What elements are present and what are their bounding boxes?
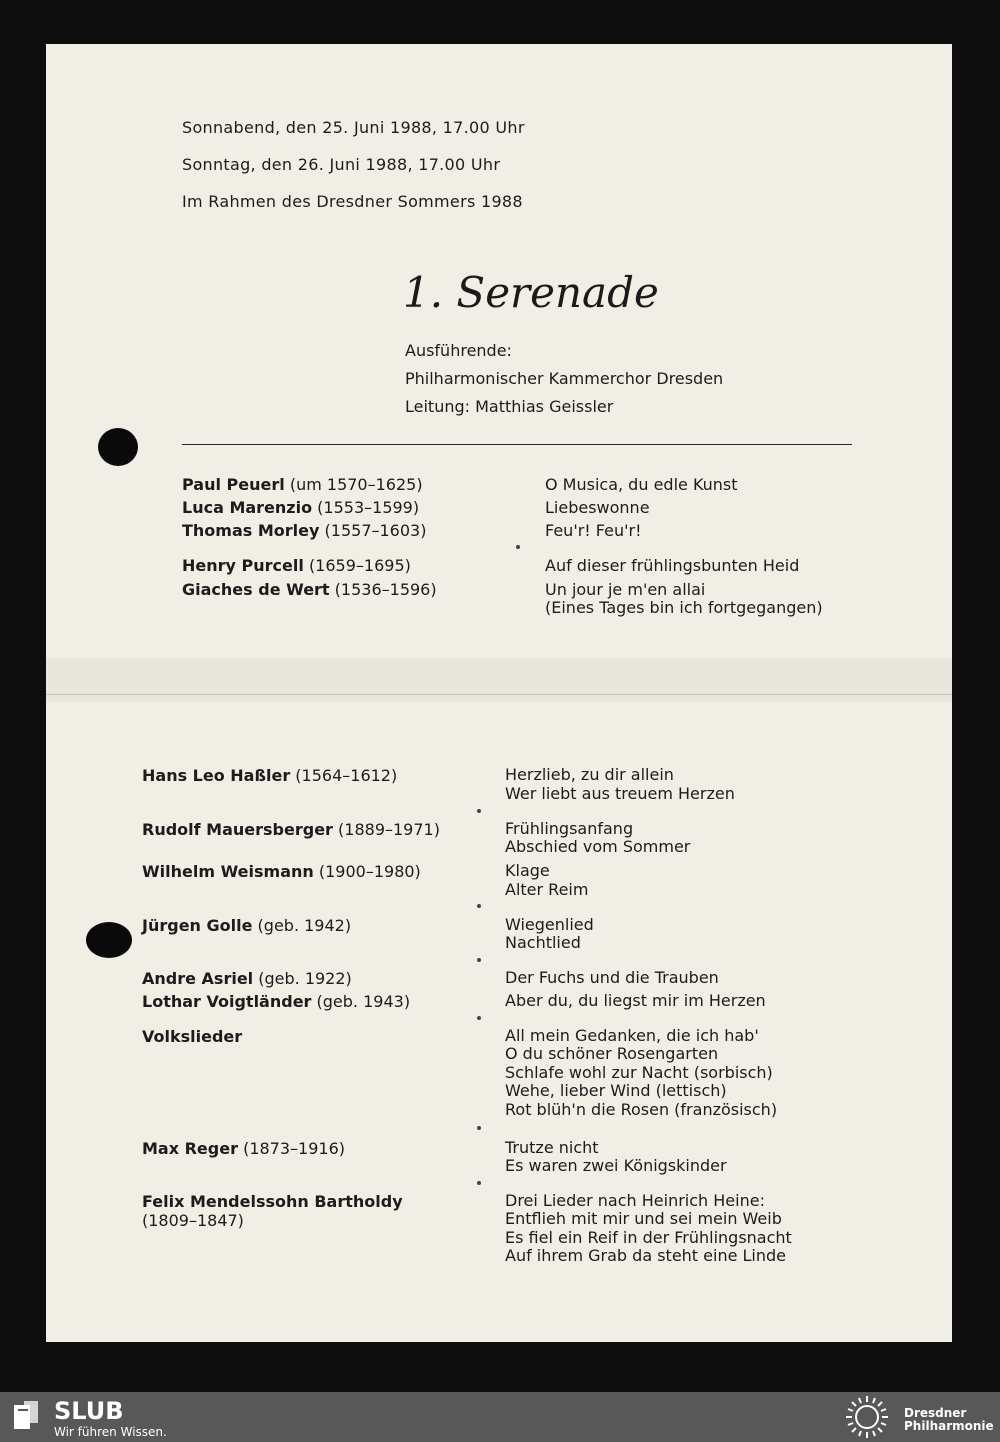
separator-dot — [477, 1126, 481, 1130]
work-asriel: Der Fuchs und die Trauben — [505, 968, 719, 987]
philharmonie-logo-icon — [842, 1393, 892, 1441]
part1-work-marenzio: Liebeswonne — [545, 498, 650, 517]
work-golle-1: Wiegenlied — [505, 915, 594, 934]
slub-logo-icon — [12, 1401, 40, 1433]
punch-hole-bottom — [86, 922, 132, 958]
work-reger-1: Trutze nicht — [505, 1138, 599, 1157]
work-volkslied-5: Rot blüh'n die Rosen (französisch) — [505, 1100, 778, 1119]
performers-conductor: Leitung: Matthias Geissler — [405, 397, 614, 416]
part1-composer-purcell: Henry Purcell (1659–1695) — [182, 556, 411, 575]
work-voigtlaender: Aber du, du liegst mir im Herzen — [505, 991, 766, 1010]
part1-work-dewert-translation: (Eines Tages bin ich fortgegangen) — [545, 598, 823, 617]
composer-asriel: Andre Asriel (geb. 1922) — [142, 969, 352, 988]
work-mendelssohn-heading: Drei Lieder nach Heinrich Heine: — [505, 1191, 765, 1210]
part1-composer-morley: Thomas Morley (1557–1603) — [182, 521, 427, 540]
work-reger-2: Es waren zwei Königskinder — [505, 1156, 727, 1175]
philharmonie-name: Dresdner Philharmonie — [904, 1406, 994, 1433]
composer-mendelssohn-dates: (1809–1847) — [142, 1211, 244, 1230]
work-hassler-1: Herzlieb, zu dir allein — [505, 765, 674, 784]
fold-line — [46, 694, 952, 695]
separator-dot — [477, 904, 481, 908]
composer-reger: Max Reger (1873–1916) — [142, 1139, 345, 1158]
work-mauersberger-1: Frühlingsanfang — [505, 819, 634, 838]
page-title: 1. Serenade — [403, 268, 659, 317]
separator-dot — [516, 545, 520, 549]
performers-ensemble: Philharmonischer Kammerchor Dresden — [405, 369, 724, 388]
part1-composer-peuerl: Paul Peuerl (um 1570–1625) — [182, 475, 423, 494]
divider-rule — [182, 444, 852, 445]
composer-mauersberger: Rudolf Mauersberger (1889–1971) — [142, 820, 440, 839]
work-volkslied-3: Schlafe wohl zur Nacht (sorbisch) — [505, 1063, 773, 1082]
separator-dot — [477, 1181, 481, 1185]
work-weismann-1: Klage — [505, 861, 550, 880]
work-weismann-2: Alter Reim — [505, 880, 589, 899]
part1-work-peuerl: O Musica, du edle Kunst — [545, 475, 738, 494]
work-volkslied-4: Wehe, lieber Wind (lettisch) — [505, 1081, 727, 1100]
separator-dot — [477, 809, 481, 813]
header-festival: Im Rahmen des Dresdner Sommers 1988 — [182, 192, 523, 211]
part1-work-morley: Feu'r! Feu'r! — [545, 521, 642, 540]
work-mendelssohn-1: Entflieh mit mir und sei mein Weib — [505, 1209, 782, 1228]
slub-name: SLUB — [54, 1397, 124, 1425]
composer-voigtlaender: Lothar Voigtländer (geb. 1943) — [142, 992, 411, 1011]
performers-label: Ausführende: — [405, 341, 512, 360]
slub-tagline: Wir führen Wissen. — [54, 1425, 167, 1439]
work-mauersberger-2: Abschied vom Sommer — [505, 837, 691, 856]
composer-volkslieder: Volkslieder — [142, 1027, 243, 1046]
composer-golle: Jürgen Golle (geb. 1942) — [142, 916, 352, 935]
work-hassler-2: Wer liebt aus treuem Herzen — [505, 784, 735, 803]
header-date-2: Sonntag, den 26. Juni 1988, 17.00 Uhr — [182, 155, 501, 174]
composer-weismann: Wilhelm Weismann (1900–1980) — [142, 862, 421, 881]
composer-hassler: Hans Leo Haßler (1564–1612) — [142, 766, 398, 785]
part1-composer-marenzio: Luca Marenzio (1553–1599) — [182, 498, 420, 517]
punch-hole-top — [98, 428, 138, 466]
work-mendelssohn-2: Es fiel ein Reif in der Frühlingsnacht — [505, 1228, 792, 1247]
part1-composer-dewert: Giaches de Wert (1536–1596) — [182, 580, 437, 599]
fold-strip — [46, 658, 952, 702]
header-date-1: Sonnabend, den 25. Juni 1988, 17.00 Uhr — [182, 118, 525, 137]
work-volkslied-1: All mein Gedanken, die ich hab' — [505, 1026, 759, 1045]
work-mendelssohn-3: Auf ihrem Grab da steht eine Linde — [505, 1246, 787, 1265]
composer-mendelssohn: Felix Mendelssohn Bartholdy — [142, 1192, 403, 1211]
separator-dot — [477, 958, 481, 962]
work-volkslied-2: O du schöner Rosengarten — [505, 1044, 719, 1063]
separator-dot — [477, 1016, 481, 1020]
work-golle-2: Nachtlied — [505, 933, 581, 952]
part1-work-dewert: Un jour je m'en allai — [545, 580, 706, 599]
part1-work-purcell: Auf dieser frühlingsbunten Heid — [545, 556, 800, 575]
